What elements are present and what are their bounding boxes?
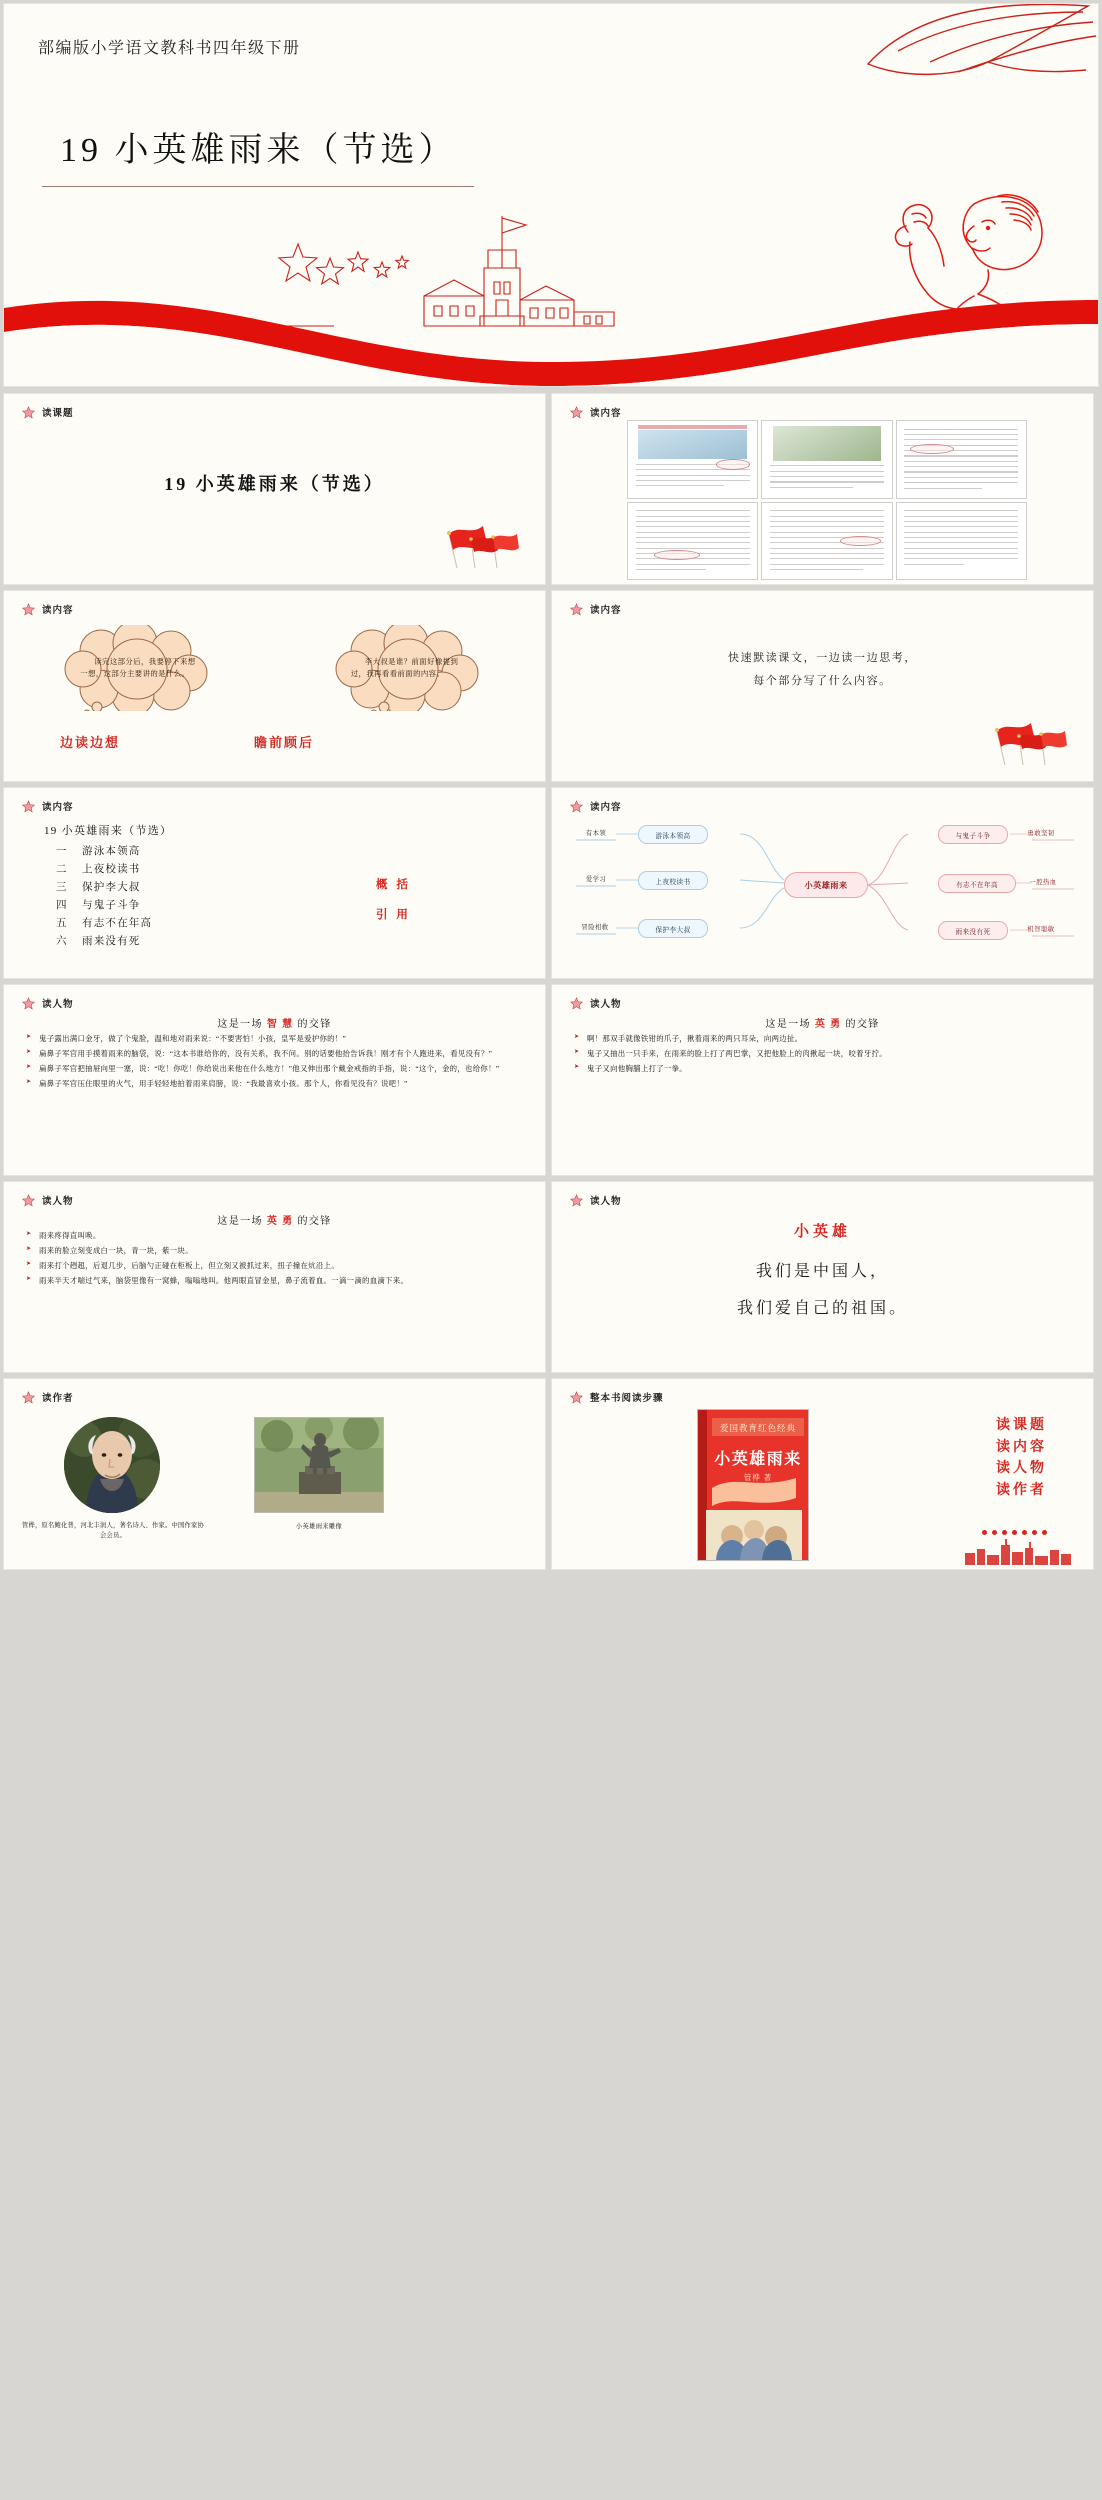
bullet-list: [574, 1033, 1075, 1078]
city-skyline-icon: [963, 1539, 1073, 1565]
heading-post: 的交锋: [293, 1216, 332, 1227]
outline-text: 上夜校读书: [82, 864, 141, 876]
outline-text: 雨来没有死: [82, 936, 141, 948]
author-portrait: [64, 1417, 160, 1513]
svg-text:管桦 著: 管桦 著: [743, 1473, 773, 1482]
book-cover-icon: [697, 1409, 809, 1561]
page-thumb: [627, 420, 758, 499]
list-item: ➤ 鬼子露出满口金牙，做了个鬼脸，温和地对雨来说：“不要害怕！小孩，皇军是爱护你的！”: [26, 1033, 527, 1045]
slide-read-content-fast[interactable]: [551, 590, 1094, 782]
slide-read-title[interactable]: [3, 393, 546, 585]
course-title: 19 小英雄雨来（节选）: [164, 474, 385, 494]
list-item: ➤ 雨来疼得直叫唤。: [26, 1230, 527, 1242]
outline-text: 有志不在年高: [82, 918, 153, 930]
bullet-list: [26, 1033, 527, 1093]
section-header: [22, 799, 74, 813]
list-item: ➤ 鬼子又向他胸脯上打了一拳。: [574, 1063, 1075, 1075]
section-header: [22, 1193, 74, 1207]
outline-text: 游泳本领高: [82, 846, 141, 857]
slide-read-content-bubbles[interactable]: [3, 590, 546, 782]
title-subtitle: 部编版小学语文教科书四年级下册: [38, 40, 301, 57]
section-header-label: 读内容: [42, 606, 74, 616]
list-item: ➤ 雨来的脸立刻变成白一块，青一块，紫一块。: [26, 1245, 527, 1257]
red-star-bullet-icon: [570, 997, 583, 1010]
slide-read-content-pages[interactable]: [551, 393, 1094, 585]
mindmap-tag: 一腔热血: [1029, 879, 1057, 886]
section-header-label: 读内容: [590, 803, 622, 813]
thought-bubble: [53, 625, 225, 711]
section-header-label: 读课题: [42, 409, 74, 419]
mindmap-node: 雨来没有死: [938, 921, 1008, 940]
red-star-bullet-icon: [22, 1194, 35, 1207]
mindmap-tag: 机智聪敏: [1027, 926, 1055, 933]
mindmap-node: 有志不在年高: [938, 874, 1016, 893]
mindmap-tag: 有本领: [585, 830, 607, 837]
heading-pre: 这是一场: [217, 1019, 267, 1030]
outline-list: [56, 843, 152, 951]
slide-read-person-brave-2[interactable]: [3, 1181, 546, 1373]
section-header: [22, 996, 74, 1010]
red-dots-icon: [982, 1530, 1047, 1535]
slide-read-content-outline[interactable]: [3, 787, 546, 979]
list-item: ➤ 啊！那双手就像铁钳的爪子，揪着雨来的两只耳朵，向两边扯。: [574, 1033, 1075, 1045]
section-header-label: 读内容: [590, 606, 622, 616]
page-title: 19 小英雄雨来（节选）: [60, 132, 457, 169]
title-divider: [42, 186, 474, 187]
list-item: [56, 861, 152, 879]
three-red-flags-icon: [437, 518, 519, 570]
bullet-list: [26, 1230, 527, 1290]
step-item: 读课题: [996, 1418, 1047, 1433]
red-star-bullet-icon: [22, 800, 35, 813]
author-caption: 管桦，原名鲍化普，河北丰润人，著名诗人、作家。中国作家协会会员。: [22, 1522, 204, 1540]
mindmap-node: 与鬼子斗争: [938, 825, 1008, 844]
outline-number: 三: [56, 882, 68, 894]
page-thumb: [627, 502, 758, 581]
svg-text:小英雄雨来: 小英雄雨来: [714, 1451, 802, 1468]
section-header: [570, 996, 622, 1010]
thought-bubble-text: 读完这部分后，我要停下来想一想，这部分主要讲的是什么。: [80, 656, 196, 678]
list-item: ➤ 雨来半天才喘过气来，脑袋里像有一窝蜂，嗡嗡地叫。他两眼直冒金星，鼻子流着血。一滴一滴的血滴下来。: [26, 1275, 527, 1287]
hero-line: 我们是中国人，: [755, 1263, 889, 1280]
slide-read-author[interactable]: [3, 1378, 546, 1570]
list-item: ➤ 扁鼻子军官用手摸着雨来的脑袋，说：“这本书谁给你的，没有关系，我不问。别的话要他抬告诉我！刚才有个人跑进来，看见没有？”: [26, 1048, 527, 1060]
mind-map: [552, 788, 1093, 978]
mindmap-node: 上夜校读书: [638, 871, 708, 890]
instruction-line: 快速默读课文，一边读一边思考，: [728, 652, 917, 664]
bubble-caption: 瞻前顾后: [254, 735, 315, 750]
heading-highlight: 英 勇: [814, 1019, 842, 1030]
mindmap-tag: 爱学习: [585, 876, 607, 883]
outline-number: 六: [56, 936, 68, 948]
step-item: 读内容: [996, 1439, 1047, 1455]
list-item: [56, 915, 152, 933]
red-star-bullet-icon: [570, 1194, 583, 1207]
red-star-bullet-icon: [22, 603, 35, 616]
section-header-label: 读人物: [590, 1197, 622, 1207]
thought-bubble-row: [4, 625, 545, 711]
heading-pre: 这是一场: [217, 1216, 267, 1227]
section-header-label: 读人物: [42, 1000, 74, 1010]
page-thumb: [761, 502, 892, 581]
section-header: [570, 602, 622, 616]
statue-photo: [254, 1417, 384, 1513]
list-item: ➤ 鬼子又抽出一只手来，在雨来的脸上打了两巴掌，又把他脸上的肉揪起一块，咬着牙拧。: [574, 1048, 1075, 1060]
slide-heading: [552, 1015, 1093, 1030]
reading-steps-list: [996, 1415, 1047, 1502]
list-item: [56, 879, 152, 897]
red-star-bullet-icon: [22, 997, 35, 1010]
red-star-bullet-icon: [570, 603, 583, 616]
outline-number: 四: [56, 900, 68, 912]
page-thumb: [896, 502, 1027, 581]
slide-read-content-mindmap[interactable]: [551, 787, 1094, 979]
outline-number: 二: [56, 864, 68, 876]
section-header-label: 读内容: [590, 409, 622, 419]
mindmap-node: 游泳本领高: [638, 825, 708, 844]
mindmap-center-node: 小英雄雨来: [784, 872, 868, 898]
list-item: ➤ 扁鼻子军官把抽屉向里一塞，说：“吃！你吃！你给说出来他在什么地方！”他又伸出那个戴金戒指的手指，说：“这个，金的，也给你！”: [26, 1063, 527, 1075]
hero-line: 我们爱自己的祖国。: [736, 1300, 908, 1317]
three-red-flags-icon: [985, 715, 1067, 767]
slide-heading: [4, 1015, 545, 1030]
section-header: [570, 405, 622, 419]
hero-title: 小英雄: [793, 1224, 851, 1240]
section-header: [570, 1390, 664, 1404]
outline-side-label: 概 括: [376, 879, 411, 891]
outline-side-label: 引 用: [376, 909, 411, 921]
statue-caption: 小英雄雨来雕像: [295, 1523, 343, 1530]
red-star-bullet-icon: [570, 406, 583, 419]
red-wave-ribbon-icon: [4, 266, 1099, 386]
step-item: 读作者: [996, 1483, 1047, 1499]
section-header-label: 读作者: [42, 1394, 74, 1404]
list-item: [56, 933, 152, 951]
heading-highlight: 智 慧: [266, 1019, 294, 1030]
section-header-label: 读人物: [590, 1000, 622, 1010]
outline-number: 一: [56, 846, 68, 857]
wing-decoration-icon: [838, 4, 1098, 94]
outline-number: 五: [56, 918, 68, 930]
step-item: 读人物: [996, 1461, 1047, 1477]
list-item: [56, 843, 152, 861]
section-header: [570, 1193, 622, 1207]
section-header: [22, 405, 74, 419]
page-thumb: [896, 420, 1027, 499]
mindmap-tag: 冒险相救: [581, 924, 609, 931]
section-header-label: 读内容: [42, 803, 74, 813]
slide-read-person-brave-1[interactable]: [551, 984, 1094, 1176]
bubble-caption: 边读边想: [60, 735, 121, 750]
outline-text: 与鬼子斗争: [82, 900, 141, 912]
list-item: [56, 897, 152, 915]
instruction-text: [552, 647, 1093, 693]
mindmap-tag: 勇敢坚韧: [1027, 830, 1055, 837]
mindmap-node: 保护李大叔: [638, 919, 708, 938]
slide-title[interactable]: [3, 3, 1099, 387]
heading-highlight: 英 勇: [266, 1216, 294, 1227]
section-header: [22, 602, 74, 616]
section-header-label: 整本书阅读步骤: [590, 1394, 664, 1404]
list-item: ➤ 雨来打个趔趄，后退几步，后脑勺正碰在柜板上，但立刻又被抓过来，扭子撞在炕沿上。: [26, 1260, 527, 1272]
page-thumb: [761, 420, 892, 499]
slide-read-person-hero[interactable]: [551, 1181, 1094, 1373]
slide-read-person-wisdom[interactable]: [3, 984, 546, 1176]
red-star-bullet-icon: [22, 1391, 35, 1404]
outline-text: 保护李大叔: [82, 882, 141, 894]
slide-whole-book-steps[interactable]: [551, 1378, 1094, 1570]
heading-pre: 这是一场: [765, 1019, 815, 1030]
heading-post: 的交锋: [841, 1019, 880, 1030]
svg-text:爱国教育红色经典: 爱国教育红色经典: [719, 1423, 797, 1433]
outline-title: 19 小英雄雨来（节选）: [44, 825, 173, 837]
thought-bubble: [324, 625, 496, 711]
red-star-bullet-icon: [570, 1391, 583, 1404]
red-star-bullet-icon: [22, 406, 35, 419]
textbook-page-thumbnails: [627, 420, 1027, 580]
thought-bubble-text: 李大叔是谁？前面好像提到过，我再看看前面的内容。: [350, 656, 459, 678]
section-header: [22, 1390, 74, 1404]
instruction-line: 每个部分写了什么内容。: [753, 675, 892, 688]
section-header-label: 读人物: [42, 1197, 74, 1207]
list-item: ➤ 扁鼻子军官压住眼里的火气，用手轻轻地拍着雨来肩膀，说：“我最喜欢小孩。那个人，你看见没有？说吧！”: [26, 1078, 527, 1090]
slide-heading: [4, 1212, 545, 1227]
heading-post: 的交锋: [293, 1019, 332, 1030]
